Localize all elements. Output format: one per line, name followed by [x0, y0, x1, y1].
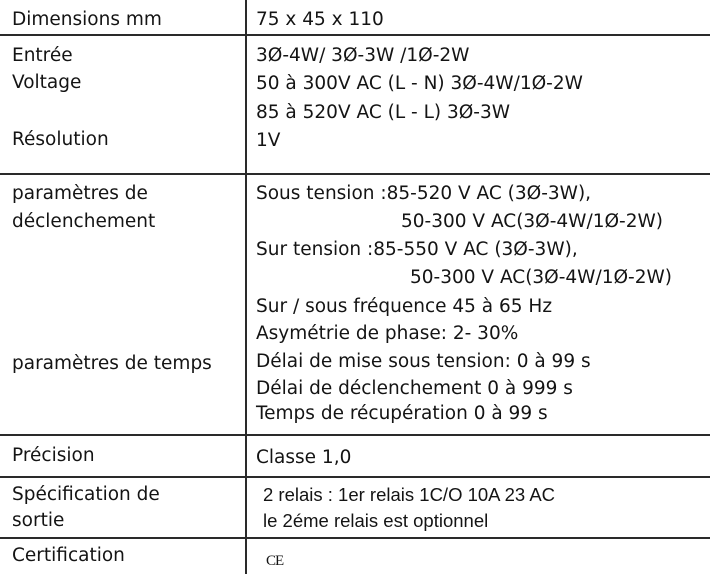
trip-params-label-line2: déclenchement: [12, 211, 156, 232]
precision-label: Précision: [12, 445, 95, 466]
ce-mark-icon: CE: [266, 553, 284, 569]
column-divider: [245, 0, 247, 574]
resolution-label: Résolution: [12, 129, 109, 150]
output-label-line2: sortie: [12, 510, 65, 531]
frequency-value: Sur / sous fréquence 45 à 65 Hz: [256, 296, 553, 317]
power-on-delay-value: Délai de mise sous tension: 0 à 99 s: [256, 351, 591, 372]
row-divider: [0, 173, 710, 175]
dimensions-label: Dimensions mm: [12, 9, 162, 30]
output-label-line1: Spécification de: [12, 484, 160, 505]
relay-value: 2 relais : 1er relais 1C/O 10A 23 AC: [263, 484, 556, 505]
dimensions-value: 75 x 45 x 110: [256, 9, 384, 30]
wiring-value: 3Ø-4W/ 3Ø-3W /1Ø-2W: [256, 45, 470, 66]
row-divider: [0, 34, 710, 36]
row-divider: [0, 537, 710, 539]
precision-value: Classe 1,0: [256, 447, 352, 468]
relay-optional-value: le 2éme relais est optionnel: [263, 510, 489, 531]
voltage-label: Voltage: [12, 72, 82, 93]
time-params-label: paramètres de temps: [12, 353, 212, 374]
phase-asymmetry-value: Asymétrie de phase: 2- 30%: [256, 323, 519, 344]
undervoltage-value: Sous tension :85-520 V AC (3Ø-3W),: [256, 183, 592, 204]
row-divider: [0, 434, 710, 436]
trip-params-label-line1: paramètres de: [12, 183, 148, 204]
resolution-value: 1V: [256, 130, 281, 151]
voltage-ll-value: 85 à 520V AC (L - L) 3Ø-3W: [256, 102, 511, 123]
voltage-ln-value: 50 à 300V AC (L - N) 3Ø-4W/1Ø-2W: [256, 73, 583, 94]
input-label: Entrée: [12, 45, 73, 66]
undervoltage-range-value: 50-300 V AC(3Ø-4W/1Ø-2W): [401, 211, 663, 232]
row-divider: [0, 476, 710, 478]
overvoltage-range-value: 50-300 V AC(3Ø-4W/1Ø-2W): [410, 267, 672, 288]
trip-delay-value: Délai de déclenchement 0 à 999 s: [256, 378, 573, 399]
certification-label: Certification: [12, 545, 125, 566]
recovery-time-value: Temps de récupération 0 à 99 s: [256, 403, 548, 424]
overvoltage-value: Sur tension :85-550 V AC (3Ø-3W),: [256, 239, 578, 260]
